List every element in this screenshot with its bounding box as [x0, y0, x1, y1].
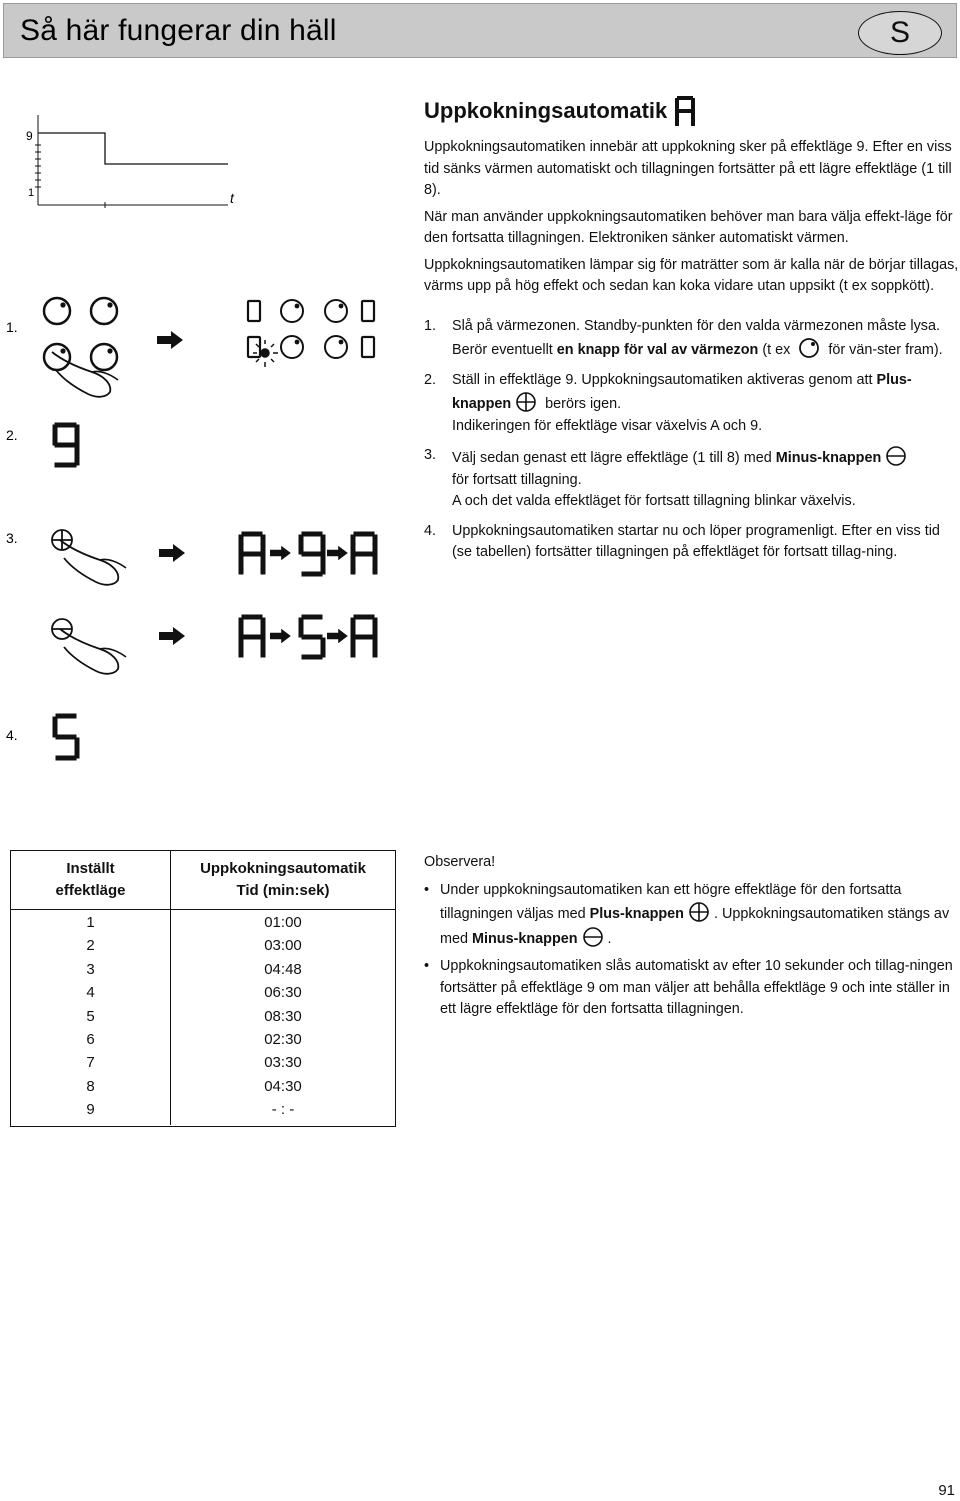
plus-button-icon [688, 901, 710, 923]
intro-paragraph-3: Uppkokningsautomatiken lämpar sig för maträtter som är kalla när de börjar tillagas, värms upp på hög effekt och sedan kan koka vidare utan uppsikt (t ex soppkött). [424, 256, 959, 294]
note-text: Uppkokningsautomatiken slås automatiskt av efter 10 sekunder och tillag-ningen fortsätter på effektläge 9 om man väljer att behålla effektläge 9 och inte ställer in ett lägre effektläge för den fortsatta tillagningen. [440, 958, 953, 1017]
table-cell-level: 5 [86, 1007, 95, 1025]
table-header-row [11, 851, 395, 910]
control-panel-display [248, 300, 374, 367]
table-cell-time: 04:48 [264, 960, 302, 978]
section-title: Uppkokningsautomatik [424, 98, 668, 124]
table-column-times [171, 910, 395, 1125]
table-cell-time: 03:00 [264, 937, 302, 955]
step-text: Välj sedan genast ett lägre effektläge (1 till 8) med Minus-knappen för fortsatt tillagning. A och det valda effektläget för fortsatt tillagning blinkar växelvis. [452, 445, 960, 513]
note-item-2 [424, 956, 960, 1021]
graph-y-low-label: 1 [28, 187, 35, 199]
step-number: 3. [424, 447, 437, 463]
seven-segment-sequence-a5a [241, 617, 375, 657]
table-cell-level: 8 [86, 1077, 95, 1095]
instruction-step-4 [424, 521, 960, 564]
timing-graph [26, 115, 235, 208]
bullet: • [424, 881, 430, 898]
instruction-step-2 [424, 370, 960, 438]
step-number: 1. [424, 317, 437, 334]
page-title: Så här fungerar din häll [20, 14, 337, 47]
table-cell-time: 02:30 [264, 1030, 302, 1048]
table-cell-time: 06:30 [264, 984, 302, 1002]
step-label-3: 3. [6, 530, 18, 546]
hand-touch-icon [52, 352, 118, 397]
hob-zone-icon [798, 337, 820, 359]
section-heading [424, 95, 960, 127]
page-header [3, 3, 957, 58]
page-number: 91 [938, 1482, 955, 1499]
arrow-icon [270, 629, 291, 643]
language-badge: S [858, 11, 942, 55]
blink-icon [253, 340, 278, 367]
intro-paragraph-1: Uppkokningsautomatiken innebär att uppkokning sker på effektläge 9. Efter en viss tid sänks värmen automatiskt och tillagningen fortsätter på ett lägre effektläge (1 till 8). [424, 139, 952, 198]
arrow-icon [159, 544, 185, 562]
step-label-4: 4. [6, 727, 18, 743]
graph-y-high-label: 9 [26, 129, 33, 143]
bullet: • [424, 958, 430, 974]
arrow-icon [159, 627, 185, 645]
hob-zone-icon [91, 344, 117, 370]
table-cell-level: 3 [86, 960, 95, 978]
seven-segment-display-5 [55, 716, 77, 758]
arrow-icon [157, 331, 183, 349]
minus-button-icon [885, 445, 907, 467]
step-label-2: 2. [6, 427, 18, 443]
table-cell-level: 1 [86, 914, 95, 931]
instruction-diagram [0, 80, 420, 800]
hand-touch-icon [60, 540, 126, 585]
table-cell-level: 6 [86, 1030, 95, 1048]
arrow-icon [270, 546, 291, 560]
table-body [11, 910, 395, 1125]
step-label-1: 1. [6, 319, 18, 335]
table-header-power-level: Inställt effektläge [11, 851, 171, 909]
table-header-time: Uppkokningsautomatik Tid (min:sek) [200, 860, 366, 899]
seven-segment-sequence-a9a [241, 534, 375, 574]
instruction-step-3 [424, 445, 960, 513]
instructions-column [424, 95, 960, 564]
step-text: Ställ in effektläge 9. Uppkokningsautomatiken aktiveras genom att Plus-knappen berörs igen. Indikeringen för effektläge visar växelvis A och 9. [452, 371, 912, 434]
note-item-1 [424, 880, 960, 951]
minus-button-icon [582, 926, 604, 948]
table-cell-level: 7 [86, 1054, 95, 1072]
step-text: Slå på värmezonen. Standby-punkten för den valda värmezonen måste lysa. Berör eventuellt en knapp för val av värmezon (t ex för vän-ster fram). [452, 317, 943, 358]
table-cell-time: 08:30 [264, 1007, 302, 1025]
graph-x-label: t [230, 190, 234, 206]
seven-segment-display-9 [55, 425, 77, 465]
intro-paragraph-2: När man använder uppkokningsautomatiken behöver man bara välja effekt-läge för den fortsatta tillagningen. Elektroniken sänker automatiskt värmen. [424, 208, 953, 246]
table-cell-time: 03:30 [264, 1054, 302, 1072]
arrow-icon [327, 629, 348, 643]
step-number: 2. [424, 371, 437, 388]
note-text: Under uppkokningsautomatiken kan ett högre effektläge för den fortsatta tillagningen väljas med Plus-knappen . Uppkokningsautomatiken stängs av med Minus-knappen . [440, 881, 950, 947]
step-text: Uppkokningsautomatiken startar nu och löper programenligt. Efter en viss tid (se tabellen) fortsätter tillagningen på effektläget för fortsatt tillag-ning. [452, 522, 940, 560]
table-cell-level: 4 [86, 984, 95, 1002]
notes-section [424, 852, 960, 1021]
table-cell-level: 2 [86, 937, 95, 955]
arrow-icon [327, 546, 348, 560]
hob-zone-icon [44, 344, 70, 370]
plus-button-icon [515, 391, 537, 413]
table-column-levels [11, 910, 171, 1125]
table-cell-time: 01:00 [264, 914, 302, 931]
auto-boil-symbol-icon [675, 95, 695, 127]
hob-zone-icon [44, 298, 70, 324]
step-number: 4. [424, 522, 437, 539]
notes-heading: Observera! [424, 854, 496, 870]
instruction-step-1 [424, 316, 960, 362]
auto-boil-time-table [10, 850, 396, 1127]
hob-zone-icon [91, 298, 117, 324]
table-cell-time: 04:30 [264, 1077, 302, 1095]
table-cell-time: - : - [271, 1101, 295, 1119]
table-cell-level: 9 [86, 1101, 95, 1119]
hand-touch-icon [60, 629, 126, 674]
